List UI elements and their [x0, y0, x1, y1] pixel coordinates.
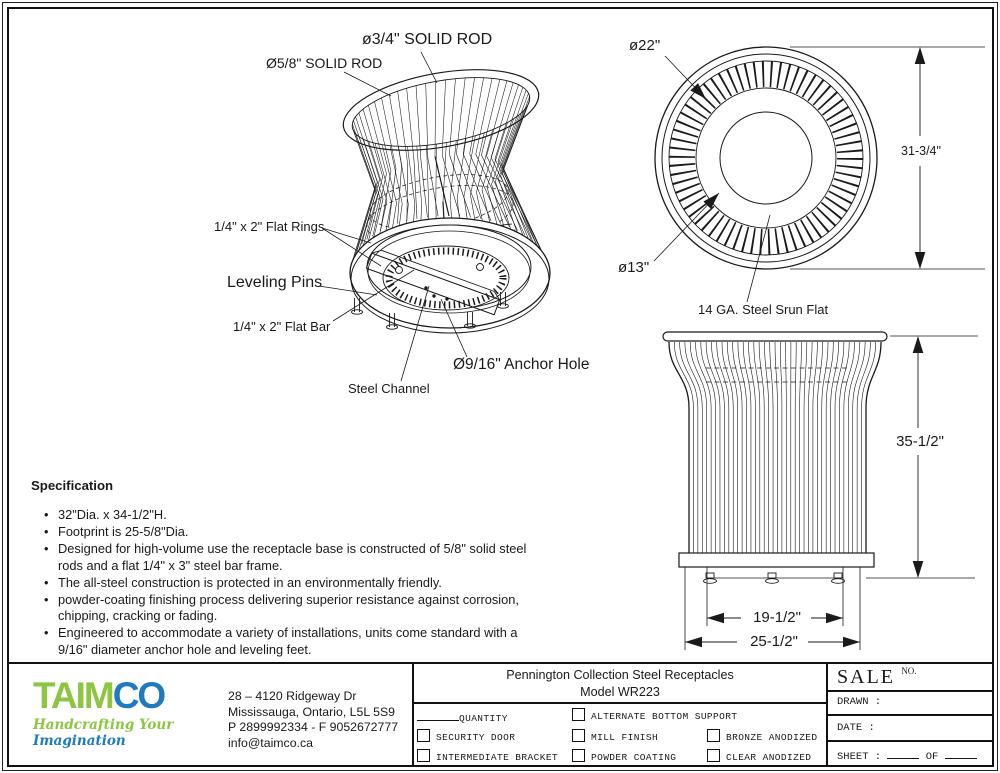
- iso-label-leveling-pins: Leveling Pins: [227, 274, 323, 291]
- front-view-outer-width-dimension: 25-1/2": [740, 633, 808, 650]
- sheet-row: SHEET : OF: [828, 742, 992, 767]
- specification-list: [31, 507, 536, 659]
- spec-item: • Footprint is 25-5/8"Dia.: [31, 524, 536, 541]
- drawn-by-row: DRAWN :: [828, 692, 992, 716]
- date-row: DATE :: [828, 716, 992, 742]
- specification-section: [31, 478, 536, 659]
- title-block-right-section: [826, 664, 992, 767]
- quantity-blank[interactable]: [417, 710, 459, 721]
- checkbox-intermediate-bracket[interactable]: [417, 749, 430, 762]
- spec-item: • 32"Dia. x 34-1/2"H.: [31, 507, 536, 524]
- drawing-title-line1: Pennington Collection Steel Receptacles: [506, 668, 734, 682]
- top-view-material-label: 14 GA. Steel Srun Flat: [698, 302, 829, 317]
- address-line: info@taimco.ca: [228, 735, 313, 750]
- spec-item: • Designed for high-volume use the receptacle base is constructed of 5/8" solid steel rods and a flat 1/4" x 3" steel bar frame.: [31, 541, 536, 575]
- checkbox-bronze-anodized[interactable]: [707, 729, 720, 742]
- checkbox-alternate-bottom-support[interactable]: [572, 708, 585, 721]
- option-alternate-bottom-support: ALTERNATE BOTTOM SUPPORT: [572, 708, 737, 722]
- top-view-label-dia22: ø22": [629, 37, 661, 54]
- iso-label-rod-34: ø3/4" SOLID ROD: [362, 31, 493, 48]
- iso-label-anchor-hole: Ø9/16" Anchor Hole: [453, 356, 590, 373]
- address-line: 28 – 4120 Ridgeway Dr: [228, 689, 357, 703]
- logo-text-green: TAIM: [33, 675, 113, 716]
- sheet-total-blank[interactable]: [945, 748, 977, 759]
- logo-text-blue: CO: [112, 675, 165, 716]
- title-block: [9, 662, 992, 767]
- option-powder-coating: POWDER COATING: [572, 749, 676, 763]
- title-block-middle-section: [412, 664, 826, 767]
- spec-item: • Engineered to accommodate a variety of installations, units come standard with a 9/16" diameter anchor hole and leveling feet.: [31, 625, 536, 659]
- sale-label: SALE: [837, 666, 895, 688]
- address-line: Mississauga, Ontario, L5L 5S9: [228, 704, 396, 719]
- quantity-field: QUANTITY: [417, 710, 508, 724]
- option-clear-anodized: CLEAR ANODIZED: [707, 749, 811, 763]
- drawing-title: [414, 664, 826, 702]
- option-bronze-anodized: BRONZE ANODIZED: [707, 729, 818, 743]
- logo-tagline: Handcrafting Your Imagination: [33, 717, 174, 749]
- iso-label-rod-58: Ø5/8" SOLID ROD: [266, 55, 383, 71]
- title-block-company-section: [9, 664, 412, 767]
- front-view-height-dimension: 35-1/2": [886, 433, 954, 450]
- address-line: P 2899992334 - F 9052672777: [228, 720, 399, 735]
- order-options: [414, 702, 826, 767]
- top-view-height-dimension: 31-3/4": [890, 144, 952, 158]
- sale-no-label: NO.: [901, 666, 917, 676]
- sale-number-row: [828, 664, 992, 692]
- checkbox-mill-finish[interactable]: [572, 729, 585, 742]
- specification-heading: Specification: [31, 478, 114, 493]
- option-mill-finish: MILL FINISH: [572, 729, 658, 743]
- logo-wordmark: [33, 677, 223, 714]
- sheet-number-blank[interactable]: [887, 748, 919, 759]
- checkbox-security-door[interactable]: [417, 729, 430, 742]
- company-logo: [33, 677, 223, 749]
- spec-item: • The all-steel construction is protected in an environmentally friendly.: [31, 575, 536, 592]
- iso-label-flat-rings: 1/4" x 2" Flat Rings: [214, 219, 325, 234]
- option-security-door: SECURITY DOOR: [417, 729, 515, 743]
- checkbox-clear-anodized[interactable]: [707, 749, 720, 762]
- checkbox-powder-coating[interactable]: [572, 749, 585, 762]
- company-address: [228, 689, 398, 751]
- top-view-label-dia13: ø13": [618, 259, 650, 276]
- spec-item: • powder-coating finishing process delivering superior resistance against corrosion, chipping, cracking or fading.: [31, 592, 536, 626]
- option-intermediate-bracket: INTERMEDIATE BRACKET: [417, 749, 558, 763]
- iso-label-steel-channel: Steel Channel: [348, 381, 430, 396]
- drawing-title-line2: Model WR223: [580, 685, 660, 699]
- iso-label-flat-bar: 1/4" x 2" Flat Bar: [233, 319, 331, 334]
- front-view-inner-width-dimension: 19-1/2": [743, 609, 811, 626]
